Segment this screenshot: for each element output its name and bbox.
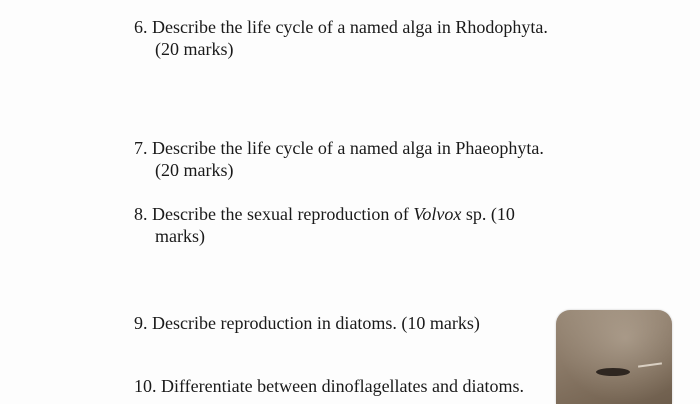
question-8 bbox=[134, 203, 515, 247]
question-marks: (20 marks) bbox=[155, 39, 234, 59]
question-number: 10. bbox=[134, 376, 157, 396]
question-10 bbox=[134, 375, 524, 397]
photo-shading bbox=[556, 310, 672, 404]
photo-thumbnail bbox=[556, 310, 672, 404]
question-9 bbox=[134, 312, 480, 334]
question-6 bbox=[134, 16, 548, 60]
question-marks: marks) bbox=[155, 226, 205, 246]
question-text-pre: Describe the sexual reproduction of bbox=[152, 204, 414, 224]
question-number: 8. bbox=[134, 204, 148, 224]
question-text: Describe reproduction in diatoms. (10 marks) bbox=[152, 313, 480, 333]
question-marks: (20 marks) bbox=[155, 160, 234, 180]
question-number: 6. bbox=[134, 17, 148, 37]
species-name: Volvox bbox=[413, 204, 462, 224]
ceiling-light-icon bbox=[596, 368, 630, 376]
question-text: Describe the life cycle of a named alga in Phaeophyta. bbox=[152, 138, 544, 158]
question-text: Differentiate between dinoflagellates and diatoms. bbox=[161, 376, 525, 396]
question-text-post: sp. (10 bbox=[461, 204, 515, 224]
question-text: Describe the life cycle of a named alga in Rhodophyta. bbox=[152, 17, 548, 37]
question-number: 7. bbox=[134, 138, 148, 158]
question-7 bbox=[134, 137, 544, 181]
question-text bbox=[152, 204, 515, 224]
question-number: 9. bbox=[134, 313, 148, 333]
